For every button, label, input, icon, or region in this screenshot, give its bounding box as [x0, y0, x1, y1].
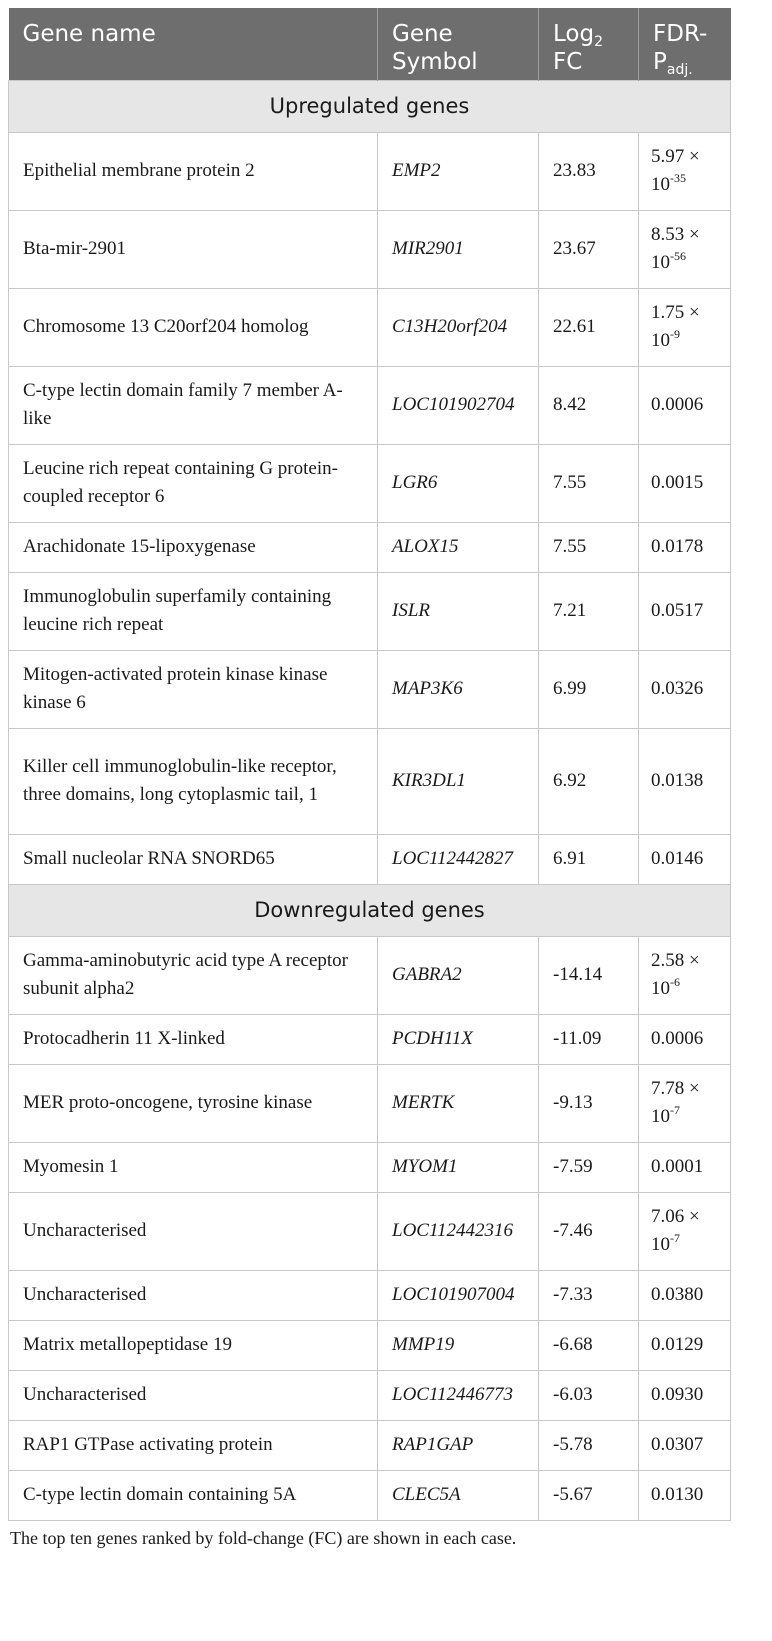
- fdr-padj: 7.06 × $10^{-7}$: [639, 1192, 731, 1270]
- gene-symbol: LOC101902704: [378, 366, 539, 444]
- table-row: [9, 1420, 731, 1470]
- fdr-padj: 2.58 × $10^{-6}$: [639, 936, 731, 1014]
- gene-symbol: LOC112446773: [378, 1370, 539, 1420]
- header-log2-fc: Log$_2$ FC: [539, 8, 639, 80]
- table-row: [9, 936, 731, 1014]
- log2-fc: 8.42: [539, 366, 639, 444]
- log2-fc: 6.99: [539, 650, 639, 728]
- fdr-padj: 8.53 × $10^{-56}$: [639, 210, 731, 288]
- gene-symbol: CLEC5A: [378, 1470, 539, 1520]
- table-row: [9, 444, 731, 522]
- gene-name: Arachidonate 15-lipoxygenase: [9, 522, 378, 572]
- fdr-padj: 7.78 × $10^{-7}$: [639, 1064, 731, 1142]
- log2-fc: -9.13: [539, 1064, 639, 1142]
- header-row: [9, 8, 731, 80]
- gene-name: C-type lectin domain containing 5A: [9, 1470, 378, 1520]
- table-row: [9, 522, 731, 572]
- gene-symbol: ALOX15: [378, 522, 539, 572]
- table-row: [9, 1192, 731, 1270]
- gene-symbol: LOC112442827: [378, 834, 539, 884]
- log2-fc: -6.68: [539, 1320, 639, 1370]
- gene-symbol: GABRA2: [378, 936, 539, 1014]
- fdr-padj: 0.0380: [639, 1270, 731, 1320]
- table-row: [9, 1270, 731, 1320]
- log2-fc: 23.67: [539, 210, 639, 288]
- section-upregulated: [9, 80, 731, 132]
- gene-symbol: KIR3DL1: [378, 728, 539, 834]
- section-label: Upregulated genes: [9, 80, 731, 132]
- fdr-padj: 0.0517: [639, 572, 731, 650]
- header-gene-symbol: Gene Symbol: [378, 8, 539, 80]
- table-row: [9, 572, 731, 650]
- fdr-padj: 0.0138: [639, 728, 731, 834]
- fdr-padj: 0.0178: [639, 522, 731, 572]
- log2-fc: -7.59: [539, 1142, 639, 1192]
- gene-symbol: MIR2901: [378, 210, 539, 288]
- gene-name: Chromosome 13 C20orf204 homolog: [9, 288, 378, 366]
- gene-name: Gamma-aminobutyric acid type A receptor subunit alpha2: [9, 936, 378, 1014]
- fdr-padj: 0.0930: [639, 1370, 731, 1420]
- fdr-padj: 0.0146: [639, 834, 731, 884]
- table-row: [9, 1142, 731, 1192]
- gene-name: Uncharacterised: [9, 1270, 378, 1320]
- log2-fc: -7.33: [539, 1270, 639, 1320]
- table-row: [9, 650, 731, 728]
- table-row: [9, 1064, 731, 1142]
- log2-fc: -5.67: [539, 1470, 639, 1520]
- gene-symbol: ISLR: [378, 572, 539, 650]
- header-fdr-padj: FDR- $P_{adj.}$: [639, 8, 731, 80]
- gene-symbol: MMP19: [378, 1320, 539, 1370]
- gene-symbol: MERTK: [378, 1064, 539, 1142]
- table-row: [9, 1470, 731, 1520]
- log2-fc: -14.14: [539, 936, 639, 1014]
- table-row: [9, 1014, 731, 1064]
- gene-name: Protocadherin 11 X-linked: [9, 1014, 378, 1064]
- gene-symbol: C13H20orf204: [378, 288, 539, 366]
- fdr-padj: 0.0307: [639, 1420, 731, 1470]
- fdr-padj: 0.0129: [639, 1320, 731, 1370]
- gene-name: Leucine rich repeat containing G protein-coupled receptor 6: [9, 444, 378, 522]
- log2-fc: 22.61: [539, 288, 639, 366]
- fdr-padj: 0.0001: [639, 1142, 731, 1192]
- gene-name: MER proto-oncogene, tyrosine kinase: [9, 1064, 378, 1142]
- log2-fc: -5.78: [539, 1420, 639, 1470]
- gene-name: Bta-mir-2901: [9, 210, 378, 288]
- fdr-padj: 0.0006: [639, 366, 731, 444]
- gene-name: Epithelial membrane protein 2: [9, 132, 378, 210]
- gene-symbol: MYOM1: [378, 1142, 539, 1192]
- gene-table: [8, 8, 731, 1521]
- section-label: Downregulated genes: [9, 884, 731, 936]
- table-row: [9, 728, 731, 834]
- gene-name: Uncharacterised: [9, 1370, 378, 1420]
- gene-symbol: RAP1GAP: [378, 1420, 539, 1470]
- table-row: [9, 1370, 731, 1420]
- fdr-padj: 1.75 × $10^{-9}$: [639, 288, 731, 366]
- gene-symbol: LOC101907004: [378, 1270, 539, 1320]
- fdr-padj: 0.0326: [639, 650, 731, 728]
- section-downregulated: [9, 884, 731, 936]
- gene-name: Small nucleolar RNA SNORD65: [9, 834, 378, 884]
- gene-name: Immunoglobulin superfamily containing leucine rich repeat: [9, 572, 378, 650]
- header-gene-name: Gene name: [9, 8, 378, 80]
- table-row: [9, 210, 731, 288]
- table-row: [9, 1320, 731, 1370]
- gene-symbol: LGR6: [378, 444, 539, 522]
- fdr-padj: 0.0130: [639, 1470, 731, 1520]
- log2-fc: 7.55: [539, 522, 639, 572]
- log2-fc: -7.46: [539, 1192, 639, 1270]
- log2-fc: 6.92: [539, 728, 639, 834]
- log2-fc: 6.91: [539, 834, 639, 884]
- gene-name: Uncharacterised: [9, 1192, 378, 1270]
- fdr-padj: 5.97 × $10^{-35}$: [639, 132, 731, 210]
- log2-fc: -6.03: [539, 1370, 639, 1420]
- log2-fc: 7.55: [539, 444, 639, 522]
- fdr-padj: 0.0015: [639, 444, 731, 522]
- gene-name: RAP1 GTPase activating protein: [9, 1420, 378, 1470]
- gene-symbol: EMP2: [378, 132, 539, 210]
- gene-symbol: LOC112442316: [378, 1192, 539, 1270]
- log2-fc: 7.21: [539, 572, 639, 650]
- table-row: [9, 366, 731, 444]
- table-footnote: The top ten genes ranked by fold-change (FC) are shown in each case.: [10, 1527, 517, 1548]
- gene-symbol: MAP3K6: [378, 650, 539, 728]
- gene-name: Killer cell immunoglobulin-like receptor, three domains, long cytoplasmic tail, 1: [9, 728, 378, 834]
- gene-symbol: PCDH11X: [378, 1014, 539, 1064]
- gene-name: Mitogen-activated protein kinase kinase kinase 6: [9, 650, 378, 728]
- log2-fc: -11.09: [539, 1014, 639, 1064]
- gene-name: Myomesin 1: [9, 1142, 378, 1192]
- gene-table-container: [8, 8, 730, 1549]
- table-row: [9, 834, 731, 884]
- table-row: [9, 132, 731, 210]
- gene-name: Matrix metallopeptidase 19: [9, 1320, 378, 1370]
- table-row: [9, 288, 731, 366]
- fdr-padj: 0.0006: [639, 1014, 731, 1064]
- gene-name: C-type lectin domain family 7 member A-like: [9, 366, 378, 444]
- log2-fc: 23.83: [539, 132, 639, 210]
